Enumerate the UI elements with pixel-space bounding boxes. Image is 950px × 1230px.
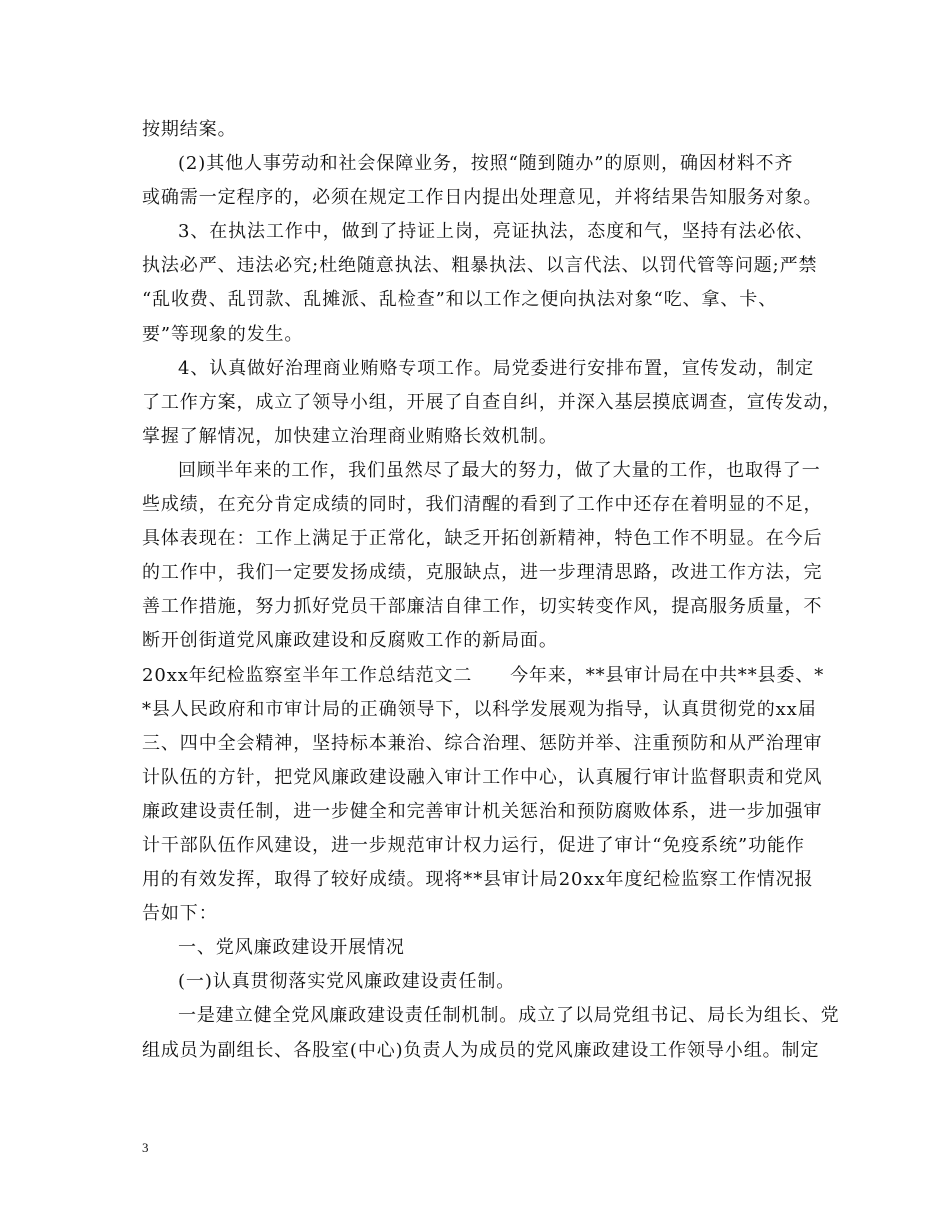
text-line: 执法必严、违法必究;杜绝随意执法、粗暴执法、以言代法、以罚代管等问题;严禁 [142, 255, 818, 277]
text-line: 了工作方案，成立了领导小组，开展了自查自纠，并深入基层摸底调查，宣传发动， [142, 391, 842, 413]
text-line: 组成员为副组长、各股室(中心)负责人为成员的党风廉政建设工作领导小组。制定 [142, 1039, 820, 1061]
text-line: “乱收费、乱罚款、乱摊派、乱检查”和以工作之便向执法对象“吃、拿、卡、 [142, 289, 778, 311]
text-line: 按期结案。 [142, 119, 237, 140]
text-line: 要”等现象的发生。 [142, 323, 304, 345]
text-line: 的工作中，我们一定要发扬成绩，克服缺点，进一步理清思路，改进工作方法，完 [142, 562, 823, 584]
text-line: 三、四中全会精神，坚持标本兼治、综合治理、惩防并举、注重预防和从严治理审 [142, 732, 823, 754]
text-line: 具体表现在：工作上满足于正常化，缺乏开拓创新精神，特色工作不明显。在今后 [142, 528, 823, 550]
text-line: 4、认真做好治理商业贿赂专项工作。局党委进行安排布置，宣传发动，制定 [178, 357, 815, 379]
text-line: 廉政建设责任制，进一步健全和完善审计机关惩治和预防腐败体系，进一步加强审 [142, 800, 823, 822]
text-line: 回顾半年来的工作，我们虽然尽了最大的努力，做了大量的工作，也取得了一 [178, 459, 821, 481]
text-line: 3、在执法工作中，做到了持证上岗，亮证执法，态度和气，坚持有法必依、 [178, 221, 815, 243]
section-heading: 一、党风廉政建设开展情况 [178, 937, 405, 959]
text-line: 一是建立健全党风廉政建设责任制机制。成立了以局党组书记、局长为组长、党 [178, 1005, 840, 1027]
subsection-heading: (一)认真贯彻落实党风廉政建设责任制。 [178, 971, 516, 993]
text-line: 计干部队伍作风建设，进一步规范审计权力运行，促进了审计“免疫系统”功能作 [142, 834, 805, 856]
text-line: 用的有效发挥，取得了较好成绩。现将**县审计局20xx年度纪检监察工作情况报 [142, 869, 814, 891]
text-line: 善工作措施，努力抓好党员干部廉洁自律工作，切实转变作风，提高服务质量，不 [142, 596, 823, 618]
text-line: (2)其他人事劳动和社会保障业务，按照“随到随办”的原则，确因材料不齐 [178, 153, 794, 175]
text-line: 或确需一定程序的，必须在规定工作日内提出处理意见，并将结果告知服务对象。 [142, 187, 823, 209]
text-line: 掌握了解情况，加快建立治理商业贿赂长效机制。 [142, 425, 558, 447]
text-line: 20xx年纪检监察室半年工作总结范文二 今年来，**县审计局在中共**县委、* [142, 664, 825, 686]
document-body [142, 113, 842, 1068]
text-line: 计队伍的方针，把党风廉政建设融入审计工作中心，认真履行审计监督职责和党风 [142, 766, 823, 788]
text-line: 断开创街道党风廉政建设和反腐败工作的新局面。 [142, 630, 558, 652]
text-line: 些成绩，在充分肯定成绩的同时，我们清醒的看到了工作中还存在着明显的不足， [142, 494, 823, 516]
text-line: 告如下： [142, 903, 218, 925]
page-number: 3 [142, 1140, 149, 1155]
text-line: *县人民政府和市审计局的正确领导下，以科学发展观为指导，认真贯彻党的xx届 [142, 698, 817, 720]
